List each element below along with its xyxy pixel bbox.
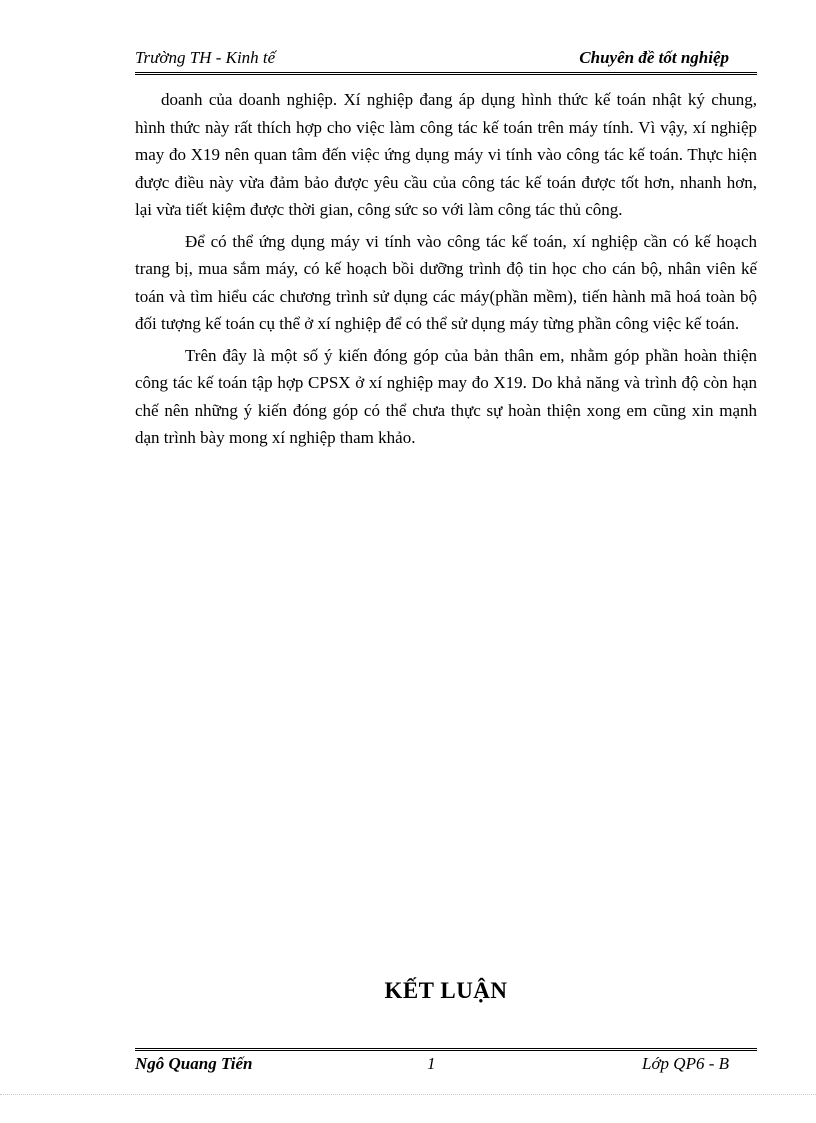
body-text [135, 86, 757, 456]
footer-divider [135, 1048, 757, 1051]
header-school: Trường TH - Kinh tế [135, 48, 276, 67]
paragraph-3: Trên đây là một số ý kiến đóng góp của bản thân em, nhằm góp phần hoàn thiện công tác kế toán tập hợp CPSX ở xí nghiệp may đo X19. Do khả năng và trình độ còn hạn chế nên những ý kiến đóng góp có thể chưa thực sự hoàn thiện xong em cũng xin mạnh dạn trình bày mong xí nghiệp tham khảo. [135, 345, 757, 447]
section-heading: KẾT LUẬN [384, 978, 508, 1003]
paragraph-1: doanh của doanh nghiệp. Xí nghiệp đang áp dụng hình thức kế toán nhật ký chung, hình thức này rất thích hợp cho việc làm công tác kế toán trên máy tính. Vì vậy, xí nghiệp may đo X19 nên quan tâm đến việc ứng dụng máy vi tính vào công tác kế toán. Thực hiện được điều này vừa đảm bảo được yêu cầu của công tác kế toán được tốt hơn, nhanh hơn, lại vừa tiết kiệm được thời gian, công sức so với làm công tác thủ công. [135, 90, 757, 219]
page-boundary [0, 1094, 816, 1095]
footer-class: Lớp QP6 - B [642, 1054, 729, 1073]
page-number: 1 [427, 1054, 436, 1073]
page-footer [135, 1054, 757, 1078]
page-header [135, 48, 757, 72]
header-title: Chuyên đề tốt nghiệp [579, 48, 729, 67]
header-divider [135, 72, 757, 75]
paragraph-2: Để có thể ứng dụng máy vi tính vào công tác kế toán, xí nghiệp cần có kế hoạch trang bị, mua sắm máy, có kế hoạch bồi dưỡng trình độ tin học cho cán bộ, nhân viên kế toán và tìm hiểu các chương trình sử dụng các máy(phần mềm), tiến hành mã hoá toàn bộ đối tượng kế toán cụ thể ở xí nghiệp để có thể sử dụng máy từng phần công việc kế toán. [135, 231, 757, 333]
footer-author: Ngô Quang Tiến [135, 1054, 253, 1073]
